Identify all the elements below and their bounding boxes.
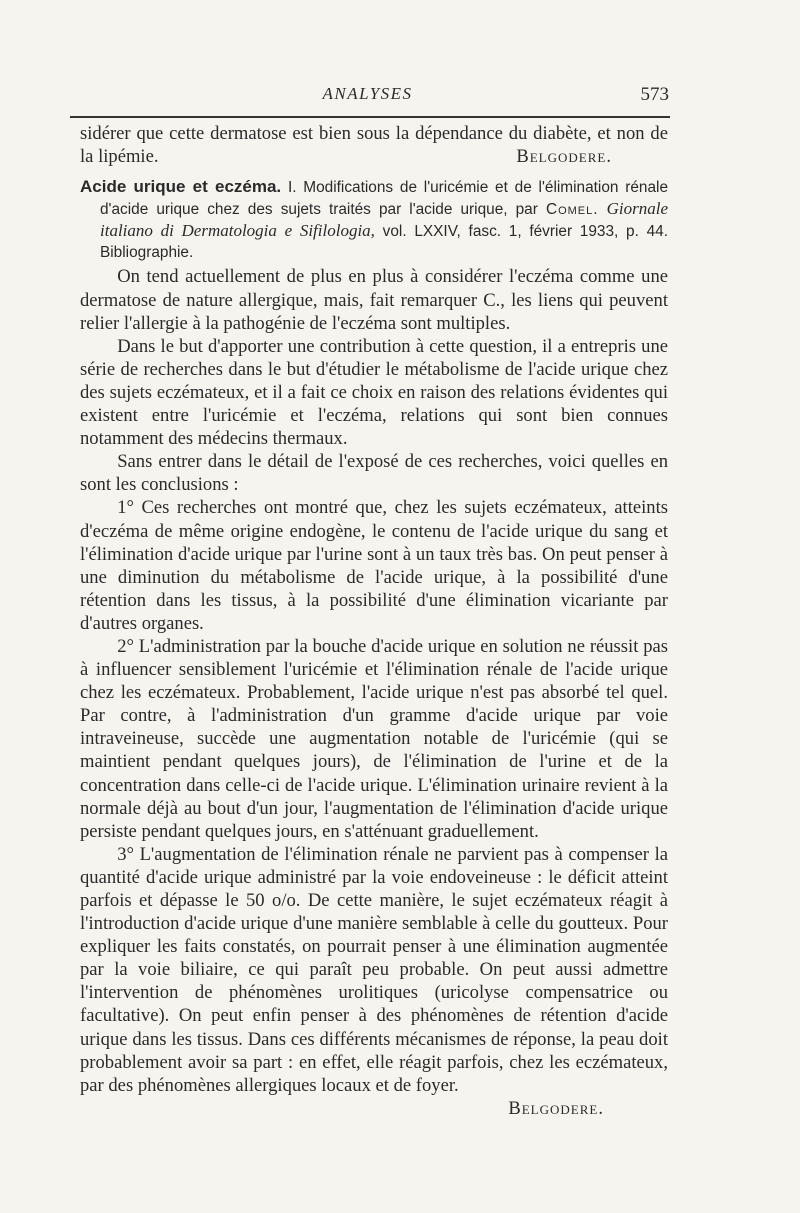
author-signature: Belgodere. [516, 146, 612, 168]
reference-text: Modifications de l'uricémie et de l'élimination rénale d'acide urique chez des sujets traités par l'acide urique, par [100, 179, 669, 219]
body-paragraph: Dans le but d'apporter une contribution à cette question, il a entrepris une série de recherches dans le but d'étudier le métabolisme de l'acide urique chez des sujets eczémateux, et il a fait ce choix en raison des relations évidentes qui existent entre l'uricémie et l'eczéma, relations qui sont bien connues notamment des médecins thermaux. [80, 335, 668, 450]
page-body [80, 122, 668, 1120]
conclusion-2: 2° L'administration par la bouche d'acide urique en solution ne réussit pas à influencer sensiblement l'uricémie et l'élimination rénale de l'acide urique chez les eczémateux. Probablement, l'acide urique n'est pas absorbé tel quel. Par contre, à l'administration d'un gramme d'acide urique par voie intraveineuse, succède une augmentation notable de l'uricémie (qui se maintient pendant quelques jours), de l'élimination de l'urine et de la concentration dans celle-ci de l'acide urique. L'élimination urinaire revient à la normale déjà au bout d'un jour, l'augmentation de l'élimination d'acide urique persiste pendant quelques jours, en s'atténuant graduellement. [80, 635, 668, 842]
article-signature-line [80, 1097, 668, 1120]
article-title: Acide urique et eczéma. [80, 177, 282, 197]
conclusion-3: 3° L'augmentation de l'élimination rénale ne parvient pas à compenser la quantité d'acide urique administré par la voie endoveineuse : le déficit atteint parfois et dépasse le 50 o/o. De cette manière, le sujet eczémateux réagit à l'introduction d'acide urique d'une manière semblable à celle du goutteux. Pour expliquer les faits constatés, on pourrait penser à une élimination augmentée par la voie biliaire, ce qui paraît peu probable. On peut aussi admettre l'intervention de phénomènes urolitiques (uricolyse compensatrice ou facultative). On peut enfin penser à des phénomènes de rétention d'acide urique dans les tissus. Dans ces différents mécanismes de réponse, la peau doit probablement avoir sa part : en effet, elle réagit parfois, chez les eczémateux, par des phénomènes allergiques locaux et de foyer. [80, 843, 668, 1096]
page-header [66, 84, 669, 108]
reference-details: vol. LXXIV, fasc. 1, février 1933, p. 44. Bibliographie. [100, 222, 668, 261]
continuation-paragraph: sidérer que cette dermatose est bien sous la dépendance du diabète, et non de la lipémie. [80, 123, 668, 168]
reference-author: Comel. [545, 201, 599, 219]
reference-journal: Giornale italiano di Dermatologia e Sifilologia, [100, 199, 668, 240]
body-paragraph: Sans entrer dans le détail de l'exposé de ces recherches, voici quelles en sont les conclusions : [80, 451, 668, 496]
author-signature: Belgodere. [508, 1097, 604, 1119]
header-rule [70, 116, 670, 118]
article-reference [80, 177, 668, 263]
conclusion-1: 1° Ces recherches ont montré que, chez les sujets eczémateux, atteints d'eczéma de même origine endogène, le contenu de l'acide urique du sang et l'élimination d'acide urique par l'urine sont à un taux très bas. On peut penser à une diminution du métabolisme de l'acide urique, à la possibilité d'une rétention dans les tissus, à la possibilité d'une élimination vicariante par d'autres organes. [80, 497, 668, 634]
page-number: 573 [640, 84, 669, 105]
body-paragraph: On tend actuellement de plus en plus à considérer l'eczéma comme une dermatose de nature allergique, mais, fait remarquer C., les liens qui peuvent relier l'allergie à la pathogénie de l'eczéma sont multiples. [80, 266, 668, 334]
running-title: ANALYSES [322, 84, 413, 103]
article-part: I. [287, 179, 297, 197]
continuation-signature [80, 145, 668, 168]
